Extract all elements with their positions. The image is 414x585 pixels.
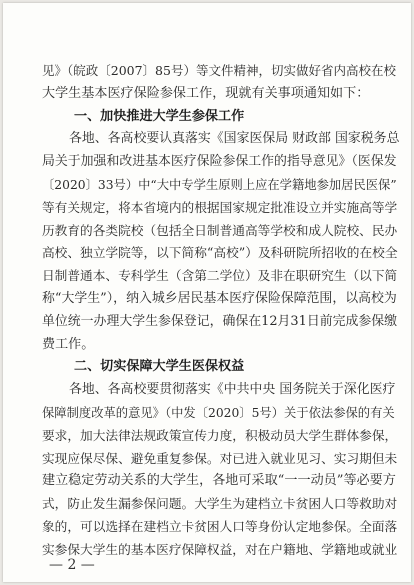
body-text-line: 费工作。	[42, 336, 95, 352]
body-text-line: 实参保大学生的基本医疗保障权益，对在户籍地、学籍地或就业	[42, 541, 398, 557]
body-text-line: 见》（皖政〔2007〕85号）等文件精神，切实做好省内高校在校	[42, 63, 396, 78]
page-number: — 2 —	[49, 557, 95, 573]
body-text-line: 大学生基本医疗保险参保工作，现就有关事项通知如下：	[42, 85, 370, 101]
body-text-line: 象的，可以选择在建档立卡贫困人口等身份认定地参保。全面落	[42, 519, 398, 534]
body-text-line: 保障制度改革的意见》（中发〔2020〕5号）关于依法参保的有关	[42, 406, 395, 420]
body-text-line: 高校、独立学院等，以下简称“高校”）及科研院所招收的在校全	[42, 245, 398, 261]
body-text-line: 各地、各高校要认真落实《国家医保局 财政部 国家税务总	[69, 131, 400, 147]
body-text-line: 局关于加强和改进基本医疗保险参保工作的指导意见》（医保发	[42, 154, 397, 170]
body-text-line: 建立稳定劳动关系的大学生，各地可采取“一一动员”等必要方	[42, 473, 396, 489]
body-text-line: 日制普通本、专科学生（含第二学位）及非在职研究生（以下简	[42, 268, 398, 284]
body-text-line: 要求，加大法律法规政策宣传力度，积极动员大学生群体参保，	[42, 427, 398, 443]
body-text-line: 等有关规定，将本省境内的根据国家规定批准设立并实施高等学	[42, 199, 398, 215]
body-text-line: 实现应保尽保、避免重复参保。对已进入就业见习、实习期但未	[42, 450, 398, 466]
section-heading: 一、加快推进大学生参保工作	[74, 108, 245, 124]
document-page	[3, 3, 411, 582]
body-text-line: 单位统一办理大学生参保登记，确保在12月31日前完成参保缴	[42, 313, 398, 329]
body-text-line: 各地、各高校要贯彻落实《中共中央 国务院关于深化医疗	[69, 382, 396, 398]
section-heading: 二、切实保障大学生医保权益	[74, 359, 245, 375]
body-text-line: 式，防止发生漏参保问题。大学生为建档立卡贫困人口等救助对	[42, 496, 398, 512]
body-text-line: 历教育的各类院校（包括全日制普通高等学校和成人院校、民办	[42, 222, 398, 238]
body-text-line: 称“大学生”），纳入城乡居民基本医疗保险保障范围，以高校为	[42, 291, 397, 306]
body-text-line: 〔2020〕33号）中“大中专学生原则上应在学籍地参加居民医保”	[42, 178, 397, 192]
